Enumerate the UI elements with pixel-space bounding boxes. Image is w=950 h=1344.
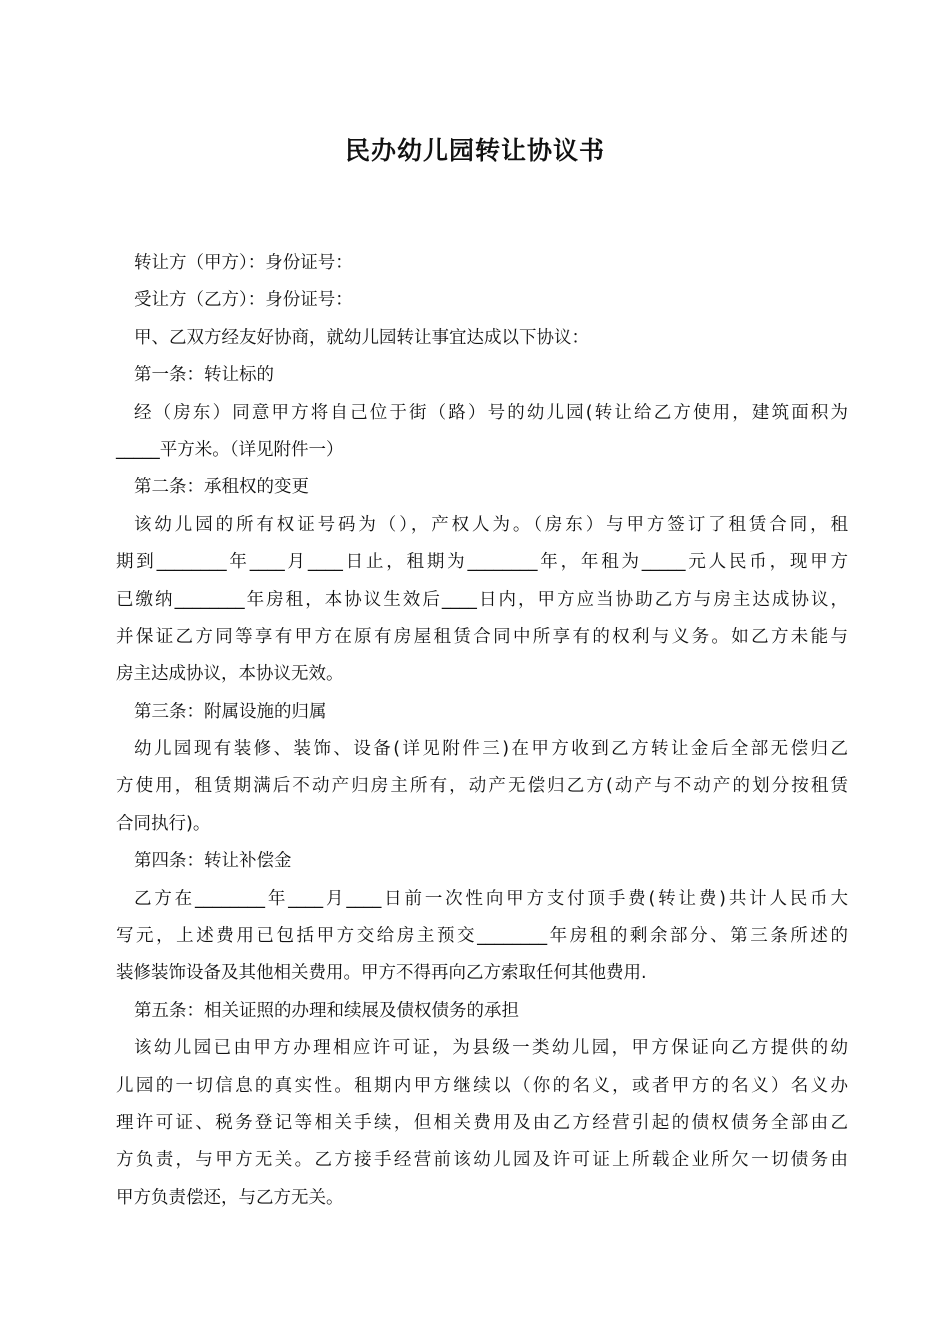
- document-line: 转让方（甲方）：身份证号：: [134, 253, 353, 273]
- document-line: 写元，上述费用已包括甲方交给房主预交________年房租的剩余部分、第三条所述的: [116, 926, 848, 947]
- document-line: 期到________年____月____日止，租期为________年，年租为_____元人民币，现甲方: [116, 552, 848, 573]
- document-line: 理许可证、税务登记等相关手续，但相关费用及由乙方经营引起的债权债务全部由乙: [116, 1112, 848, 1133]
- document-line: 受让方（乙方）：身份证号：: [134, 290, 353, 311]
- document-line: 方负责，与甲方无关。乙方接手经营前该幼儿园及许可证上所载企业所欠一切债务由: [116, 1150, 848, 1171]
- document-line: 儿园的一切信息的真实性。租期内甲方继续以（你的名义，或者甲方的名义）名义办: [116, 1075, 848, 1096]
- document-line: 第五条：相关证照的办理和续展及债权债务的承担: [134, 1000, 519, 1021]
- document-line: 第三条：附属设施的归属: [134, 701, 327, 722]
- document-line: 甲方负责偿还，与乙方无关。: [116, 1187, 344, 1208]
- document-body: [116, 245, 848, 1217]
- document-line: 合同执行)。: [116, 813, 211, 834]
- document-line: 并保证乙方同等享有甲方在原有房屋租赁合同中所享有的权利与义务。如乙方未能与: [116, 626, 848, 647]
- document-line: 甲、乙双方经友好协商，就幼儿园转让事宜达成以下协议：: [134, 327, 589, 348]
- document-line: 已缴纳________年房租，本协议生效后____日内，甲方应当协助乙方与房主达成协议，: [116, 589, 848, 610]
- document-line: 房主达成协议，本协议无效。: [116, 664, 344, 685]
- document-line: 幼儿园现有装修、装饰、设备(详见附件三)在甲方收到乙方转让金后全部无偿归乙: [134, 739, 848, 760]
- document-line: 乙方在________年____月____日前一次性向甲方支付顶手费(转让费)共计人民币大: [134, 888, 848, 909]
- document-line: 第一条：转让标的: [134, 365, 274, 386]
- document-line: 装修装饰设备及其他相关费用。甲方不得再向乙方索取任何其他费用.: [116, 963, 647, 984]
- document-line: 该幼儿园的所有权证号码为（），产权人为。（房东）与甲方签订了租赁合同，租: [134, 514, 848, 535]
- document-line: 方使用，租赁期满后不动产归房主所有，动产无偿归乙方(动产与不动产的划分按租赁: [116, 776, 848, 797]
- document-line: _____平方米。（详见附件一）: [116, 439, 344, 460]
- document-line: 该幼儿园已由甲方办理相应许可证，为县级一类幼儿园，甲方保证向乙方提供的幼: [134, 1038, 848, 1059]
- document-line: 第四条：转让补偿金: [134, 851, 292, 872]
- document-line: 经（房东）同意甲方将自己位于街（路）号的幼儿园(转让给乙方使用，建筑面积为: [134, 402, 848, 423]
- document-title: 民办幼儿园转让协议书: [344, 136, 605, 165]
- document-line: 第二条：承租权的变更: [134, 477, 309, 498]
